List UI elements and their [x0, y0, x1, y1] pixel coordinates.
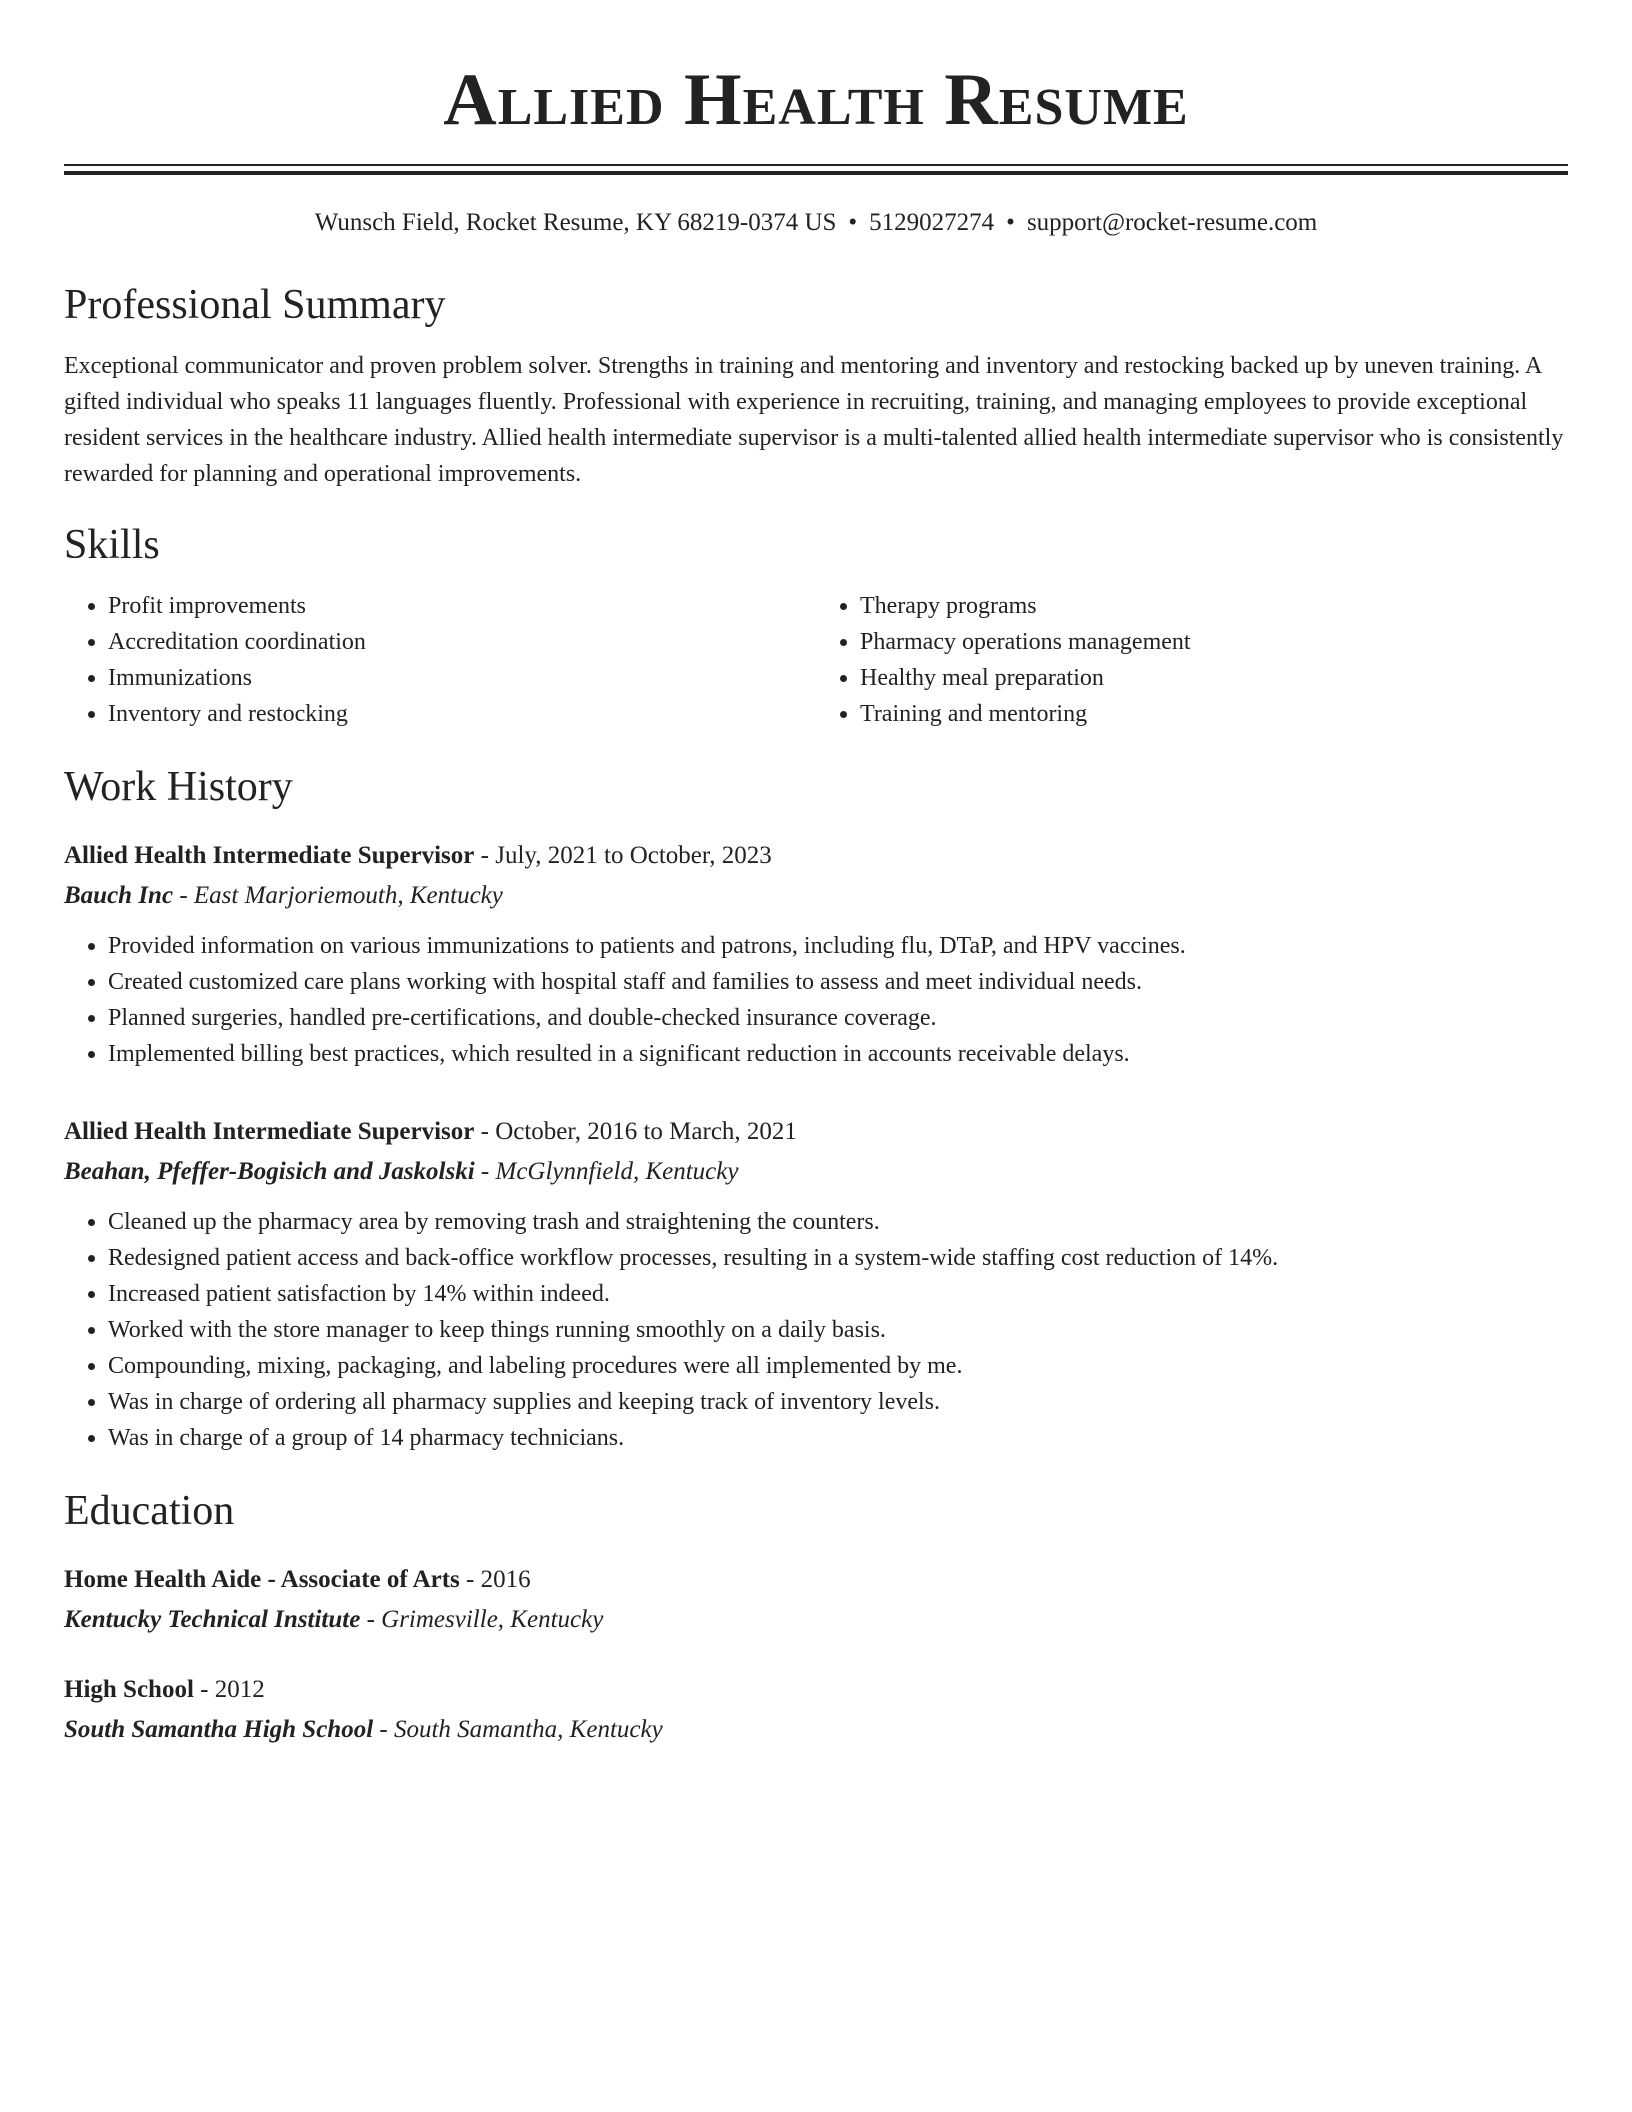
job-bullet: • Provided information on various immunizations to patients and patrons, including flu, DTaP, and HPV vaccines. — [108, 928, 1568, 964]
job-bullet: • Compounding, mixing, packaging, and labeling procedures were all implemented by me. — [108, 1348, 1568, 1384]
skills-section — [64, 520, 1568, 732]
education-location: - South Samantha, Kentucky — [373, 1716, 663, 1743]
job-bullet: • Implemented billing best practices, which resulted in a significant reduction in accounts receivable delays. — [108, 1036, 1568, 1072]
job-bullets — [64, 928, 1568, 1072]
job-bullet: • Increased patient satisfaction by 14% within indeed. — [108, 1276, 1568, 1312]
contact-separator: • — [1006, 209, 1015, 236]
resume-page — [64, 0, 1568, 1750]
summary-section — [64, 280, 1568, 492]
contact-phone: 5129027274 — [869, 209, 995, 236]
job-dates: - October, 2016 to March, 2021 — [474, 1118, 797, 1145]
skill-item: • Healthy meal preparation — [860, 660, 1568, 696]
education-degree-line — [64, 1670, 1568, 1710]
job-company: Beahan, Pfeffer-Bogisich and Jaskolski — [64, 1158, 475, 1185]
education-entry — [64, 1670, 1568, 1750]
education-school: Kentucky Technical Institute — [64, 1606, 361, 1633]
work-history-heading: Work History — [64, 764, 293, 810]
contact-separator: • — [848, 209, 858, 236]
education-school: South Samantha High School — [64, 1716, 374, 1743]
education-degree: Home Health Aide - Associate of Arts — [64, 1566, 460, 1593]
skill-item: • Training and mentoring — [860, 696, 1568, 732]
education-school-line — [64, 1710, 1568, 1750]
skill-item: • Accreditation coordination — [108, 624, 816, 660]
skill-item: • Immunizations — [108, 660, 816, 696]
job-bullet: • Cleaned up the pharmacy area by removing trash and straightening the counters. — [108, 1204, 1568, 1240]
contact-email: support@rocket-resume.com — [1026, 209, 1318, 236]
job-company: Bauch Inc — [64, 882, 174, 909]
resume-title: Allied Health Resume — [443, 59, 1189, 141]
job-bullet: • Was in charge of a group of 14 pharmacy technicians. — [108, 1420, 1568, 1456]
education-degree: High School — [64, 1676, 194, 1703]
skills-column-right — [816, 588, 1568, 732]
job-location: - East Marjoriemouth, Kentucky — [173, 882, 503, 909]
skill-item: • Pharmacy operations management — [860, 624, 1568, 660]
work-history-section — [64, 762, 1568, 1456]
education-year: - 2012 — [193, 1676, 265, 1703]
education-location: - Grimesville, Kentucky — [360, 1606, 604, 1633]
contact-line — [64, 207, 1568, 239]
skill-item: • Profit improvements — [108, 588, 816, 624]
skill-item: • Inventory and restocking — [108, 696, 816, 732]
job-bullet: • Was in charge of ordering all pharmacy supplies and keeping track of inventory levels. — [108, 1384, 1568, 1420]
job-entry — [64, 836, 1568, 1072]
job-dates: - July, 2021 to October, 2023 — [474, 842, 772, 869]
summary-heading: Professional Summary — [64, 282, 446, 328]
job-title-line — [64, 836, 1568, 876]
job-entry — [64, 1112, 1568, 1456]
job-title: Allied Health Intermediate Supervisor — [64, 1118, 475, 1145]
education-section — [64, 1486, 1568, 1750]
job-bullets — [64, 1204, 1568, 1456]
title-divider-thin — [64, 164, 1568, 166]
education-heading: Education — [64, 1488, 235, 1534]
education-school-line — [64, 1600, 1568, 1640]
job-bullet: • Worked with the store manager to keep things running smoothly on a daily basis. — [108, 1312, 1568, 1348]
job-bullet: • Planned surgeries, handled pre-certifications, and double-checked insurance coverage. — [108, 1000, 1568, 1036]
skills-heading: Skills — [64, 522, 160, 568]
job-company-line — [64, 876, 1568, 916]
job-title-line — [64, 1112, 1568, 1152]
education-entry — [64, 1560, 1568, 1640]
job-company-line — [64, 1152, 1568, 1192]
skill-item: • Therapy programs — [860, 588, 1568, 624]
title-divider-thick — [64, 171, 1568, 175]
contact-address: Wunsch Field, Rocket Resume, KY 68219-0374 US — [314, 209, 837, 236]
summary-text: Exceptional communicator and proven problem solver. Strengths in training and mentoring and inventory and restocking backed up by uneven training. A gifted individual who speaks 11 languages fluently. Professional with experience in recruiting, training, and managing employees to provide exceptional resident services in the healthcare industry. Allied health intermediate supervisor is a multi-talented allied health intermediate supervisor who is consistently rewarded for planning and operational improvements. — [64, 353, 1564, 487]
education-degree-line — [64, 1560, 1568, 1600]
job-title: Allied Health Intermediate Supervisor — [64, 842, 475, 869]
skills-column-left — [64, 588, 816, 732]
education-year: - 2016 — [459, 1566, 531, 1593]
skills-columns — [64, 588, 1568, 732]
job-bullet: • Created customized care plans working with hospital staff and families to assess and meet individual needs. — [108, 964, 1568, 1000]
job-bullet: • Redesigned patient access and back-office workflow processes, resulting in a system-wide staffing cost reduction of 14%. — [108, 1240, 1568, 1276]
job-location: - McGlynnfield, Kentucky — [474, 1158, 739, 1185]
